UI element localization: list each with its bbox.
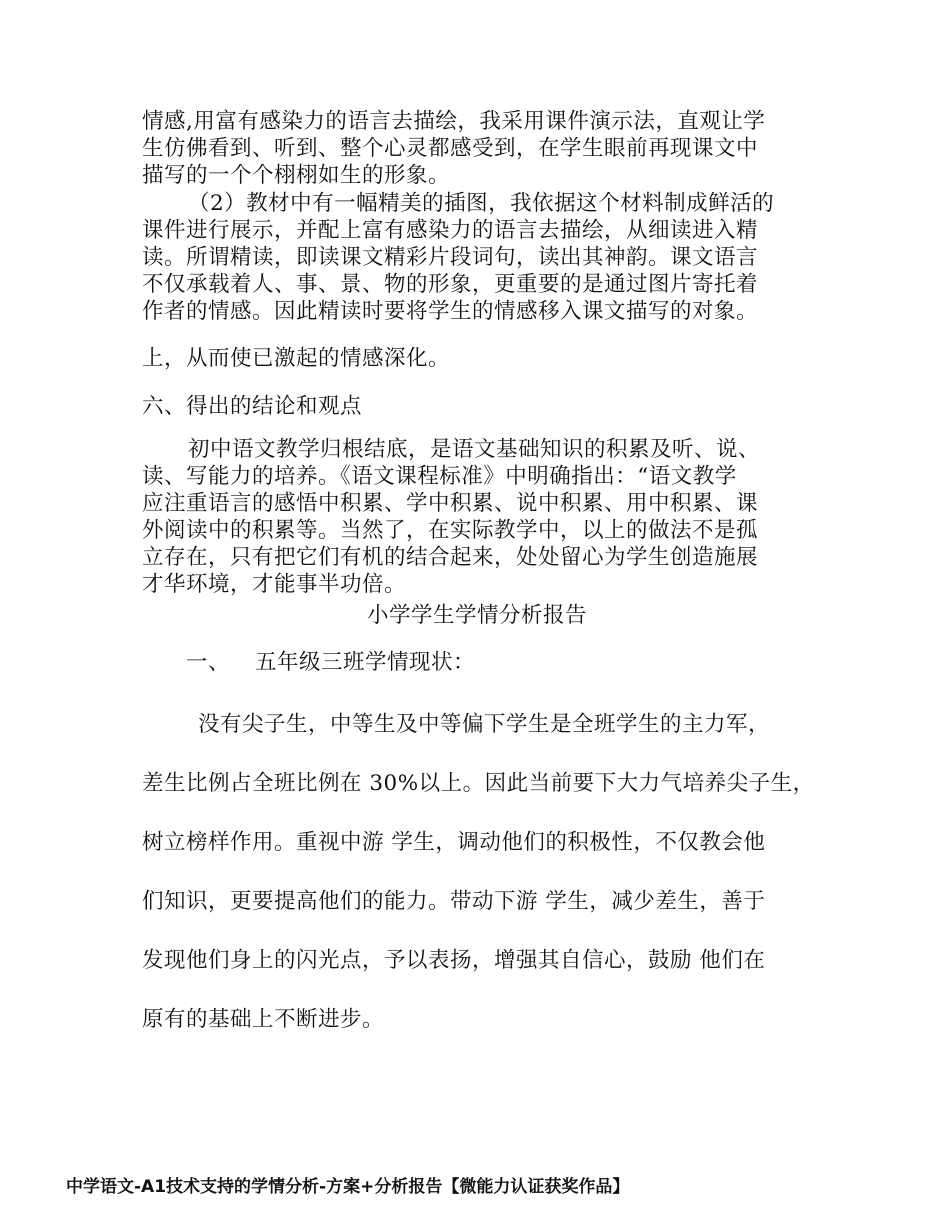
paragraph-line: 外阅读中的积累等。当然了，在实际教学中，以上的做法不是孤 xyxy=(142,518,759,543)
report-title: 小学学生学情分析报告 xyxy=(367,603,588,628)
paragraph-line: 作者的情感。因此精读时要将学生的情感移入课文描写的对象。 xyxy=(142,299,759,324)
paragraph-line: 课件进行展示，并配上富有感染力的语言去描绘，从细读进入精 xyxy=(142,218,759,243)
paragraph-line: 发现他们身上的闪光点，予以表扬，增强其自信心，鼓励 他们在 xyxy=(142,948,766,973)
paragraph-line: 原有的基础上不断进步。 xyxy=(142,1007,385,1032)
paragraph-line: 上，从而使已激起的情感深化。 xyxy=(142,346,451,371)
paragraph-line: 初中语文教学归根结底，是语文基础知识的积累及听、说、 xyxy=(188,437,761,462)
paragraph-line: 不仅承载着人、事、景、物的形象，更重要的是通过图片寄托着 xyxy=(142,272,759,297)
paragraph-line: 读、写能力的培养。《语文课程标准》中明确指出：“语文教学 xyxy=(142,464,737,489)
section-heading: 六、得出的结论和观点 xyxy=(142,394,363,419)
section-number: 一、 xyxy=(186,650,231,675)
paragraph-line: 情感,用富有感染力的语言去描绘，我采用课件演示法，直观让学 xyxy=(142,109,766,134)
paragraph-line: 立存在，只有把它们有机的结合起来，处处留心为学生创造施展 xyxy=(142,545,759,570)
paragraph-line: 差生比例占全班比例在 30%以上。因此当前要下大力气培养尖子生， xyxy=(142,771,815,796)
page-footer: 中学语文-A1技术支持的学情分析-方案+分析报告【微能力认证获奖作品】 xyxy=(66,1177,630,1197)
paragraph-line: 读。所谓精读，即读课文精彩片段词句，读出其神韵。课文语言 xyxy=(142,245,759,270)
paragraph-line: 没有尖子生，中等生及中等偏下学生是全班学生的主力军， xyxy=(198,712,771,737)
paragraph-line: 应注重语言的感悟中积累、学中积累、说中积累、用中积累、课 xyxy=(142,491,759,516)
paragraph-line: 才华环境，才能事半功倍。 xyxy=(142,572,407,597)
paragraph-line: （2）教材中有一幅精美的插图，我依据这个材料制成鲜活的 xyxy=(188,191,775,216)
section-heading: 五年级三班学情现状： xyxy=(255,650,476,675)
paragraph-line: 描写的一个个栩栩如生的形象。 xyxy=(142,163,451,188)
paragraph-line: 树立榜样作用。重视中游 学生，调动他们的积极性，不仅教会他 xyxy=(142,830,766,855)
paragraph-line: 们知识，更要提高他们的能力。带动下游 学生，减少差生，善于 xyxy=(142,889,766,914)
paragraph-line: 生仿佛看到、听到、整个心灵都感受到，在学生眼前再现课文中 xyxy=(142,136,759,161)
